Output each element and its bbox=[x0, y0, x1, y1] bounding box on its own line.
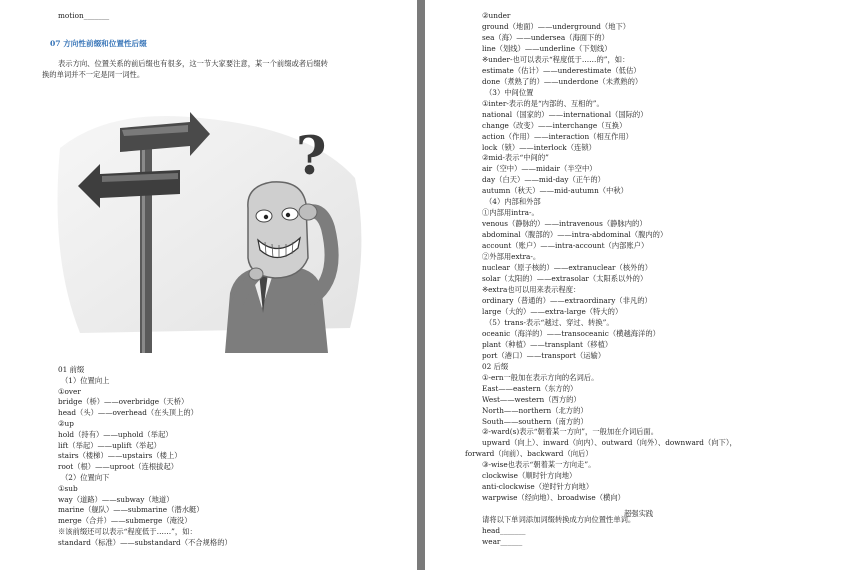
right-body-line: plant（种植）——transplant（移植） bbox=[482, 339, 613, 349]
top-line: motion_______ bbox=[58, 11, 110, 20]
intro-paragraph-line-2: 换的单词并不一定是同一词性。 bbox=[42, 70, 145, 79]
left-body-line: ①over bbox=[58, 386, 81, 396]
right-body-line: estimate（估计）——underestimate（低估） bbox=[482, 65, 641, 75]
section-heading: 07 方向性前缀和位置性后缀 bbox=[50, 39, 147, 48]
left-body-line: stairs（楼梯）——upstairs（楼上） bbox=[58, 451, 182, 461]
left-body-line: ②up bbox=[58, 419, 74, 428]
right-body-line: head_______ bbox=[482, 525, 526, 535]
right-body-line: 02 后缀 bbox=[482, 361, 509, 371]
left-body-line: ※该前缀还可以表示“程度低于……”，如： bbox=[58, 527, 197, 536]
right-body-line: （3）中间位置 bbox=[485, 87, 534, 97]
right-page bbox=[425, 0, 842, 570]
right-body-line: ②-ward(s)表示“朝着某一方向”，一般加在介词后面。 bbox=[482, 427, 659, 437]
right-body-line: port（港口）——transport（运输） bbox=[482, 350, 606, 360]
right-body-line: action（作用）——interaction（相互作用） bbox=[482, 131, 633, 141]
right-body-line: clockwise（顺时针方向地） bbox=[482, 471, 577, 481]
right-body-line: anti-clockwise（逆时针方向地） bbox=[482, 482, 594, 492]
right-body-line: upward（向上）、inward（向内）、outward（向外）、downward（向下）， bbox=[482, 438, 737, 448]
right-body-line: lock（锁）——interlock（连锁） bbox=[482, 142, 596, 152]
right-body-line: line（划线）——underline（下划线） bbox=[482, 43, 612, 53]
intro-paragraph-line-1: 表示方向、位置关系的前后缀也有很多，这一节大家要注意，某一个前缀或者后缀转 bbox=[58, 59, 328, 68]
right-body-line: solar（太阳的）——extrasolar（太阳系以外的） bbox=[482, 274, 648, 284]
right-body-line: account（账户）——intra-account（内部账户） bbox=[482, 241, 649, 251]
right-body-line: ※extra也可以用来表示程度： bbox=[482, 285, 581, 294]
right-body-line: ②外部用extra-。 bbox=[482, 252, 541, 262]
left-body-line: marine（舰队）——submarine（潜水艇） bbox=[58, 505, 204, 515]
left-body-line: ①sub bbox=[58, 483, 78, 493]
right-body-line: done（煮熟了的）——underdone（未煮熟的） bbox=[482, 76, 643, 86]
right-body-line: ※under-也可以表示“程度低于……的”，如： bbox=[482, 54, 630, 64]
right-body-line: autumn（秋天）——mid-autumn（中秋） bbox=[482, 186, 628, 196]
left-page bbox=[0, 0, 417, 570]
right-body-line: ①inter-表示的是“内部的、互相的”。 bbox=[482, 98, 604, 108]
right-body-line: ②mid-表示“中间的” bbox=[482, 153, 549, 163]
left-body-line: （2）位置向下 bbox=[61, 473, 110, 482]
question-mark-glyph: ? bbox=[296, 126, 327, 187]
left-body-line: （1）位置向上 bbox=[61, 375, 110, 385]
left-body-line: standard（标准）——substandard（不合规格的） bbox=[58, 537, 232, 547]
right-body-line: sea（海）——undersea（海面下的） bbox=[482, 32, 609, 42]
right-body-line: nuclear（原子核的）——extranuclear（核外的） bbox=[482, 263, 653, 273]
right-body-line: 请将以下单词添加词缀转换成方向位置性单词。 bbox=[482, 514, 636, 524]
left-body-line: hold（持有）——uphold（举起） bbox=[58, 429, 173, 439]
right-body-line: （4）内部和外部 bbox=[485, 197, 541, 207]
right-body-line: ordinary（普通的）——extraordinary（非凡的） bbox=[482, 295, 652, 305]
right-body-line: ground（地面）——underground（地下） bbox=[482, 21, 631, 31]
left-body-line: root（根）——uproot（连根拔起） bbox=[58, 462, 179, 472]
left-body-line: 01 前缀 bbox=[58, 365, 85, 374]
right-body-line: national（国家的）——international（国际的） bbox=[482, 109, 648, 119]
right-body-line: ②under bbox=[482, 11, 511, 20]
practice-title: 超强实践 bbox=[624, 509, 654, 518]
right-body-line: ③-wise也表示“朝着某一方向走”。 bbox=[482, 460, 596, 470]
right-body-line: ①内部用intra-。 bbox=[482, 208, 539, 218]
left-body-line: bridge（桥）——overbridge（天桥） bbox=[58, 397, 189, 407]
right-body-line: day（白天）——mid-day（正午的） bbox=[482, 175, 605, 185]
right-body-line: South——southern（南方的） bbox=[482, 416, 588, 426]
right-body-line: wear______ bbox=[482, 536, 523, 546]
right-body-line: warpwise（经向地）、broadwise（横向） bbox=[482, 493, 625, 503]
signpost-illustration bbox=[50, 108, 375, 358]
right-body-line: large（大的）——extra-large（特大的） bbox=[482, 306, 623, 316]
left-body-line: lift（举起）——uplift（举起） bbox=[58, 440, 161, 450]
right-body-line: change（改变）——interchange（互换） bbox=[482, 120, 627, 130]
right-body-line: North——northern（北方的） bbox=[482, 405, 588, 415]
left-body-line: head（头）——overhead（在头顶上的） bbox=[58, 408, 198, 418]
right-body-line: abdominal（腹部的）——intra-abdominal（腹内的） bbox=[482, 230, 668, 240]
right-body-line: air（空中）——midair（半空中） bbox=[482, 164, 597, 174]
right-body-line: （5）trans-表示“越过、穿过、转换”。 bbox=[485, 317, 614, 327]
right-body-line: West——western（西方的） bbox=[482, 394, 581, 404]
right-body-line: East——eastern（东方的） bbox=[482, 383, 578, 393]
right-body-line: venous（静脉的）——intravenous（静脉内的） bbox=[482, 219, 647, 229]
right-body-line: forward（向前）、backward（向后） bbox=[465, 449, 593, 459]
left-body-line: merge（合并）——submerge（淹没） bbox=[58, 516, 192, 526]
right-body-line: oceanic（海洋的）——transoceanic（横越海洋的） bbox=[482, 328, 660, 338]
right-body-line: ①-ern一般加在表示方向的名词后。 bbox=[482, 372, 599, 382]
left-body-line: way（道路）——subway（地道） bbox=[58, 494, 174, 504]
signpost-thinking-figure-image bbox=[50, 108, 375, 358]
